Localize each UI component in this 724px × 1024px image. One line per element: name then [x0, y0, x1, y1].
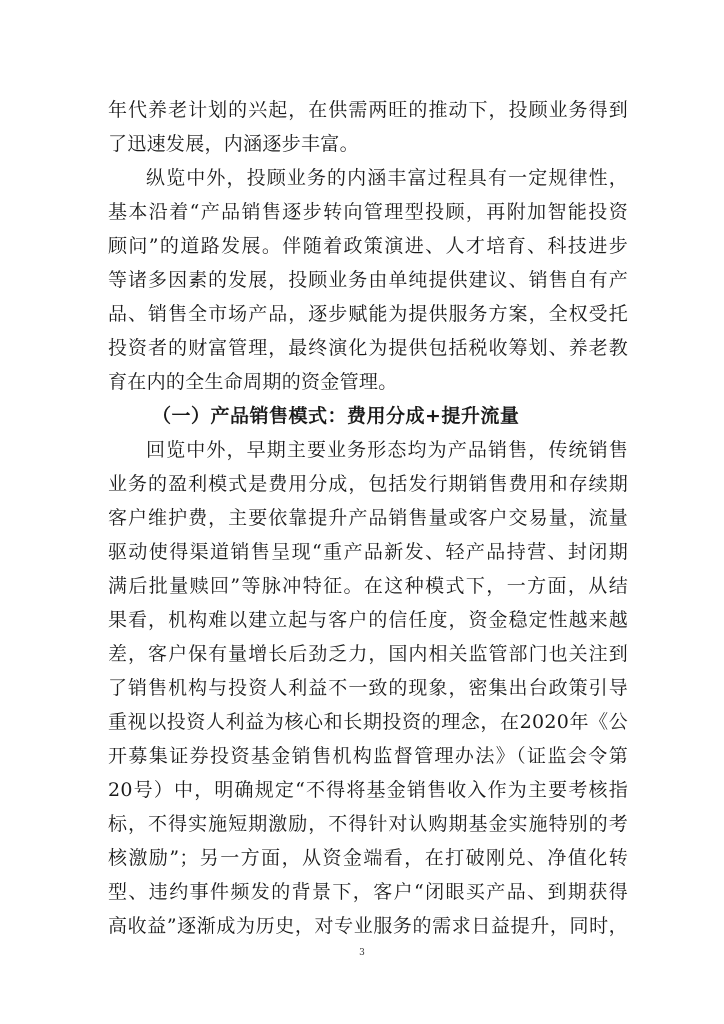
- text-line: 高收益”逐渐成为历史，对专业服务的需求日益提升，同时，: [108, 915, 628, 937]
- text-line: 满后批量赎回”等脉冲特征。在这种模式下，一方面，从结: [108, 575, 628, 597]
- text-line: 等诸多因素的发展，投顾业务由单纯提供建议、销售自有产: [108, 269, 628, 291]
- text-line: 开募集证券投资基金销售机构监督管理办法》（证监会令第: [108, 745, 628, 767]
- text-line: 育在内的全生命周期的资金管理。: [108, 371, 398, 393]
- text-line: 差，客户保有量增长后劲乏力，国内相关监管部门也关注到: [108, 643, 628, 665]
- text-line: 标，不得实施短期激励，不得针对认购期基金实施特别的考: [108, 813, 628, 835]
- text-line: 20号）中，明确规定“不得将基金销售收入作为主要考核指: [108, 779, 628, 801]
- text-line: 驱动使得渠道销售呈现“重产品新发、轻产品持营、封闭期: [108, 541, 628, 563]
- section-heading: （一）产品销售模式：费用分成+提升流量: [152, 405, 520, 427]
- text-line: 客户维护费，主要依靠提升产品销售量或客户交易量，流量: [108, 507, 628, 529]
- text-line: 型、违约事件频发的背景下，客户“闭眼买产品、到期获得: [108, 881, 628, 903]
- text-line: 了销售机构与投资人利益不一致的现象，密集出台政策引导: [108, 677, 628, 699]
- text-line: 年代养老计划的兴起，在供需两旺的推动下，投顾业务得到: [108, 99, 628, 121]
- text-line: 重视以投资人利益为核心和长期投资的理念，在2020年《公: [108, 711, 628, 733]
- text-line: 品、销售全市场产品，逐步赋能为提供服务方案，全权受托: [108, 303, 628, 325]
- text-line: 果看，机构难以建立起与客户的信任度，资金稳定性越来越: [108, 609, 628, 631]
- text-line: 基本沿着“产品销售逐步转向管理型投顾，再附加智能投资: [108, 201, 628, 223]
- text-line: 核激励”；另一方面，从资金端看，在打破刚兑、净值化转: [108, 847, 628, 869]
- paragraph-start-line: 回览中外，早期主要业务形态均为产品销售，传统销售: [146, 439, 628, 461]
- text-line: 顾问”的道路发展。伴随着政策演进、人才培育、科技进步: [108, 235, 628, 257]
- text-line: 了迅速发展，内涵逐步丰富。: [108, 133, 359, 155]
- text-line: 投资者的财富管理，最终演化为提供包括税收筹划、养老教: [108, 337, 628, 359]
- paragraph-start-line: 纵览中外，投顾业务的内涵丰富过程具有一定规律性，: [146, 167, 628, 189]
- page-number: 3: [359, 948, 365, 958]
- body-text: [108, 93, 628, 943]
- text-line: 业务的盈利模式是费用分成，包括发行期销售费用和存续期: [108, 473, 628, 495]
